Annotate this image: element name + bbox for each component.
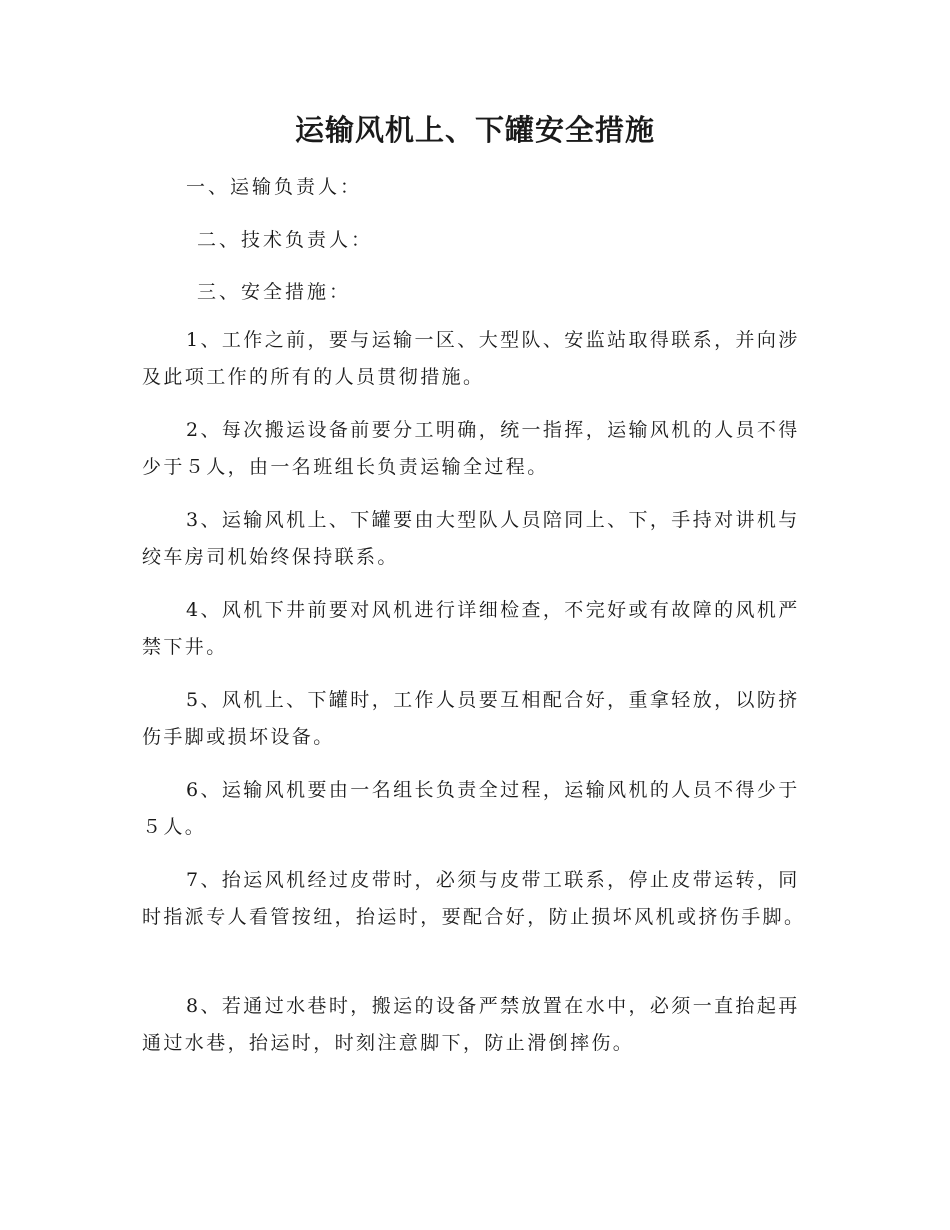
measure-item-1: 1、工作之前，要与运输一区、大型队、安监站取得联系，并向涉及此项工作的所有的人员贯彻措施。: [142, 329, 800, 388]
measure-item-5: 5、风机上、下罐时，工作人员要互相配合好，重拿轻放，以防挤伤手脚或损坏设备。: [142, 689, 800, 748]
section-transport-lead: 一、运输负责人：: [186, 176, 363, 198]
document-title: 运输风机上、下罐安全措施: [294, 113, 655, 147]
measure-item-3: 3、运输风机上、下罐要由大型队人员陪同上、下，手持对讲机与绞车房司机始终保持联系。: [142, 509, 800, 568]
measure-item-8: 8、若通过水巷时，搬运的设备严禁放置在水中，必须一直抬起再通过水巷，抬运时，时刻注意脚下，防止滑倒摔伤。: [142, 995, 800, 1054]
section-safety-measures: 三、安全措施：: [197, 281, 352, 303]
section-technical-lead: 二、技术负责人：: [197, 229, 374, 251]
measure-item-2: 2、每次搬运设备前要分工明确，统一指挥，运输风机的人员不得少于５人，由一名班组长负责运输全过程。: [142, 419, 800, 478]
measure-item-4: 4、风机下井前要对风机进行详细检查，不完好或有故障的风机严禁下井。: [142, 599, 800, 658]
measure-item-7: 7、抬运风机经过皮带时，必须与皮带工联系，停止皮带运转，同时指派专人看管按纽，抬运时，要配合好，防止损坏风机或挤伤手脚。: [142, 869, 806, 928]
measure-item-6: 6、运输风机要由一名组长负责全过程，运输风机的人员不得少于５人。: [142, 779, 800, 838]
